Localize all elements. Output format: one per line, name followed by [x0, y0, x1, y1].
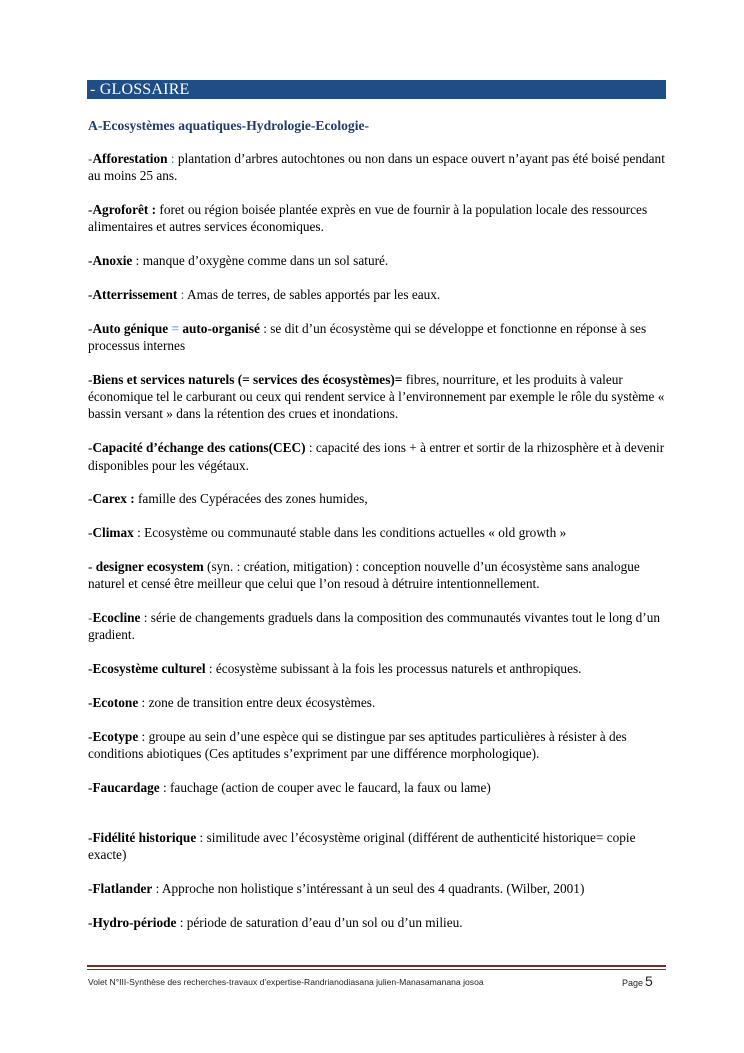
glossary-entry-designer-ecosystem: - designer ecosystem (syn. : création, mitigation) : conception nouvelle d’un écosystème sans analogue naturel et censé être meilleur que celui que l’on resoud à détruire intentionnellement. [88, 558, 640, 592]
entry-term: Faucardage [92, 779, 160, 795]
entry-definition: se dit d’un écosystème qui se développe et fonctionne en réponse à ses processus internes [88, 320, 647, 354]
glossary-entry-faucardage: -Faucardage : fauchage (action de couper avec le faucard, la faux ou lame) [88, 779, 491, 795]
entry-term: Biens et services naturels (= services des écosystèmes)= [92, 371, 403, 387]
entry-definition: Approche non holistique s’intéressant à un seul des 4 quadrants. (Wilber, 2001) [161, 881, 585, 897]
glossary-entry-agroforet: -Agroforêt : foret ou région boisée plantée exprès en vue de fournir à la population locale des ressources alimentaires et autres services économiques. [88, 202, 648, 235]
entry-definition: fibres, nourriture, et les produits à valeur économique tel le carburant ou ceux qui rendent service à l’environnement par exemple le rôle du système « bassin versant » dans la rétention des crues et inondations. [88, 371, 665, 422]
entry-term: Hydro-période [92, 915, 177, 931]
entry-term: Afforestation [92, 151, 168, 166]
glossary-entry-biens-services: -Biens et services naturels (= services des écosystèmes)= fibres, nourriture, et les produits à valeur économique tel le carburant ou ceux qui rendent service à l’environnement par exemple le rôle du système « bassin versant » dans la rétention des crues et inondations. [88, 371, 665, 422]
entry-definition: famille des Cypéracées des zones humides, [137, 491, 368, 507]
glossary-entry-carex: -Carex : famille des Cypéracées des zones humides, [88, 491, 368, 507]
entry-term: Ecotype [92, 728, 139, 744]
glossary-entry-cec: -Capacité d’échange des cations(CEC) : capacité des ions + à entrer et sortir de la rhizosphère et à devenir disponibles pour les végétaux. [88, 440, 665, 473]
entry-definition: fauchage (action de couper avec le faucard, la faux ou lame) [170, 779, 491, 795]
entry-term: Fidélité historique [92, 830, 197, 846]
entry-term: Climax [92, 525, 134, 541]
footer-rule-thick [87, 965, 666, 967]
glossary-entry-auto-genique: -Auto génique = auto-organisé : se dit d’un écosystème qui se développe et fonctionne en réponse à ses processus internes [88, 320, 647, 354]
glossary-entry-anoxie: -Anoxie : manque d’oxygène comme dans un sol saturé. [88, 253, 389, 269]
glossary-entry-ecosysteme-culturel: -Ecosystème culturel : écosystème subissant à la fois les processus naturels et anthropiques. [88, 661, 582, 677]
entry-definition: foret ou région boisée plantée exprès en vue de fournir à la population locale des ressources alimentaires et autres services économiques. [88, 202, 648, 235]
entry-term: Flatlander [92, 881, 153, 897]
glossary-entry-flatlander: -Flatlander : Approche non holistique s’intéressant à un seul des 4 quadrants. (Wilber, 2001) [88, 881, 585, 897]
entry-definition: manque d’oxygène comme dans un sol saturé. [142, 253, 389, 269]
glossary-entry-ecotone: -Ecotone : zone de transition entre deux écosystèmes. [88, 694, 376, 710]
glossary-list [88, 150, 666, 948]
entry-term: Ecocline [92, 610, 141, 626]
entry-definition: période de saturation d’eau d’un sol ou d’un milieu. [186, 915, 463, 931]
section-subtitle: A-Ecosystèmes aquatiques-Hydrologie-Ecologie- [88, 118, 370, 133]
page-label: Page [622, 978, 644, 988]
entry-definition: série de changements graduels dans la composition des communautés vivantes tout le long d’un gradient. [88, 610, 661, 643]
footer-rule-thin [87, 969, 666, 970]
entry-term: Ecotone [92, 694, 139, 710]
entry-definition: plantation d’arbres autochtones ou non dans un espace ouvert n’ayant pas été boisé pendant au moins 25 ans. [88, 151, 665, 184]
entry-definition: (syn. : création, mitigation) : conception nouvelle d’un écosystème sans analogue naturel et censé être meilleur que celui que l’on resoud à détruire intentionnellement. [88, 558, 640, 592]
glossary-entry-fidelite-historique: -Fidélité historique : similitude avec l’écosystème original (différent de authenticité historique= copie exacte) [88, 830, 636, 863]
entry-term: Atterrissement [92, 286, 178, 302]
entry-term: Ecosystème culturel [92, 661, 206, 677]
entry-definition: groupe au sein d’une espèce qui se distingue par ses aptitudes particulières à résister à des conditions abiotiques (Ces aptitudes s’expriment par une différence morphologique). [88, 728, 627, 762]
entry-definition: Ecosystème ou communauté stable dans les conditions actuelles « old growth » [144, 525, 567, 541]
glossary-entry-climax: -Climax : Ecosystème ou communauté stable dans les conditions actuelles « old growth » [88, 525, 567, 541]
entry-term: Capacité d’échange des cations(CEC) [92, 440, 306, 456]
glossary-banner: - GLOSSAIRE [87, 80, 666, 99]
entry-term-synonym: auto-organisé [182, 320, 260, 336]
footer-page-number [622, 973, 653, 989]
entry-definition: écosystème subissant à la fois les processus naturels et anthropiques. [215, 661, 582, 677]
entry-definition: similitude avec l’écosystème original (différent de authenticité historique= copie exacte) [88, 830, 636, 863]
entry-definition: zone de transition entre deux écosystèmes. [148, 694, 376, 710]
entry-term: designer ecosystem [92, 558, 204, 574]
glossary-entry-afforestation: -Afforestation : plantation d’arbres autochtones ou non dans un espace ouvert n’ayant pas été boisé pendant au moins 25 ans. [88, 151, 665, 184]
entry-term: Carex : [92, 491, 135, 507]
glossary-entry-ecotype: -Ecotype : groupe au sein d’une espèce qui se distingue par ses aptitudes particulières à résister à des conditions abiotiques (Ces aptitudes s’expriment par une différence morphologique). [88, 728, 627, 762]
glossary-entry-atterrissement: -Atterrissement : Amas de terres, de sables apportés par les eaux. [88, 286, 441, 302]
page-number: 5 [645, 973, 653, 989]
footer-text: Volet N°III-Synthèse des recherches-travaux d’expertise-Randrianodiasana julien-Manasamanana josoa [88, 977, 484, 987]
entry-definition: Amas de terres, de sables apportés par les eaux. [186, 286, 441, 302]
entry-term: Auto génique [92, 320, 169, 336]
entry-term: Agroforêt : [92, 202, 157, 218]
entry-term: Anoxie [92, 253, 133, 269]
glossary-entry-ecocline: -Ecocline : série de changements graduels dans la composition des communautés vivantes tout le long d’un gradient. [88, 610, 661, 643]
entry-definition: capacité des ions + à entrer et sortir de la rhizosphère et à devenir disponibles pour les végétaux. [88, 440, 665, 473]
glossary-entry-hydro-periode: -Hydro-période : période de saturation d’eau d’un sol ou d’un milieu. [88, 915, 463, 931]
